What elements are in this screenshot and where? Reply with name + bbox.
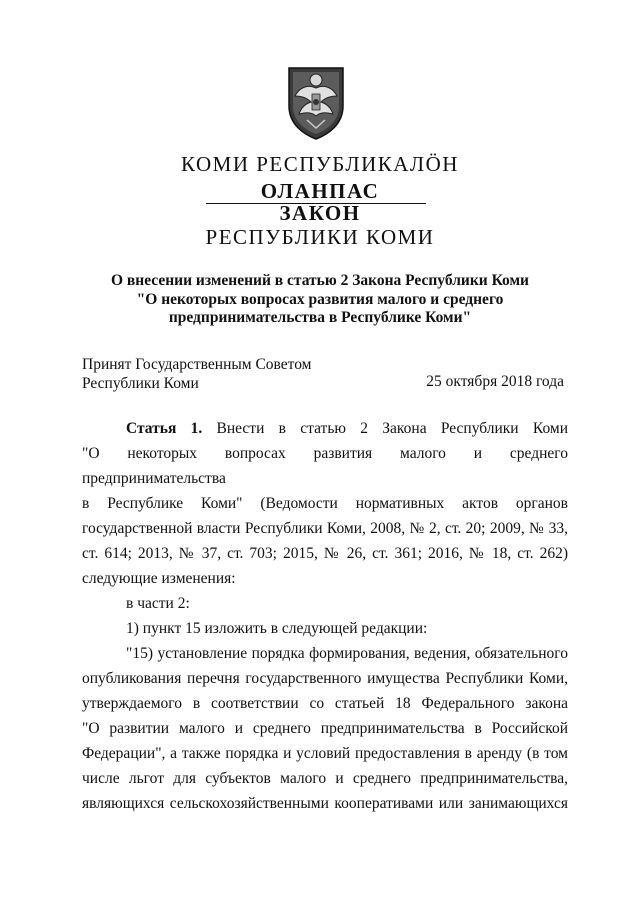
coat-of-arms-icon	[285, 62, 347, 140]
subject-line: предпринимательства в Республике Коми"	[168, 309, 472, 326]
quote-line: являющихся сельскохозяйственными кооперативами или занимающихся	[82, 795, 568, 812]
article-line: государственной власти Республики Коми, 2008, № 2, ст. 20; 2009, № 33,	[82, 520, 568, 537]
adopted-line-2: Республики Коми	[82, 374, 199, 392]
law-subject	[82, 272, 558, 328]
adoption-date: 25 октября 2018 года	[426, 373, 564, 390]
article-label: Статья 1.	[126, 420, 203, 437]
article-first-line	[82, 416, 568, 441]
adopted-line-1: Принят Государственным Советом	[82, 356, 312, 373]
article-intro: Внести в статью 2 Закона Республики Коми	[216, 420, 568, 437]
quote-line: числе льгот для субъектов малого и среднего предпринимательства,	[82, 770, 568, 787]
quote-line: "О развитии малого и среднего предпринимательства в Российской	[82, 720, 568, 737]
article-line: ст. 614; 2013, № 37, ст. 703; 2015, № 26, ст. 361; 2016, № 18, ст. 262)	[82, 545, 568, 562]
article-line: в Республике Коми" (Ведомости нормативных актов органов	[82, 495, 568, 512]
article-item: 1) пункт 15 изложить в следующей редакции:	[126, 620, 428, 637]
article-body	[82, 416, 568, 816]
header-line-3: ЗАКОН	[279, 201, 361, 225]
quote-line: утверждаемого в соответствии со статьей 18 Федерального закона	[82, 695, 568, 712]
header-line-4: РЕСПУБЛИКИ КОМИ	[205, 225, 435, 249]
quote-line: Федерации", а также порядка и условий предоставления в аренду (в том	[82, 745, 568, 762]
quote-line: опубликования перечня государственного имущества Республики Коми,	[82, 670, 568, 687]
article-line: следующие изменения:	[82, 570, 236, 587]
header-line-1: КОМИ РЕСПУБЛИКАЛӦН	[181, 152, 459, 176]
subject-line: О внесении изменений в статью 2 Закона Республики Коми	[111, 272, 529, 289]
article-part: в части 2:	[126, 595, 190, 612]
subject-line: "О некоторых вопросах развития малого и среднего	[136, 290, 504, 308]
quote-first-line: "15) установление порядка формирования, ведения, обязательного	[126, 645, 568, 662]
header-line-2: ОЛАНПАС	[260, 179, 380, 203]
adopted-by	[82, 356, 312, 393]
article-line: "О некоторых вопросах развития малого и среднего предпринимательства	[82, 445, 568, 487]
